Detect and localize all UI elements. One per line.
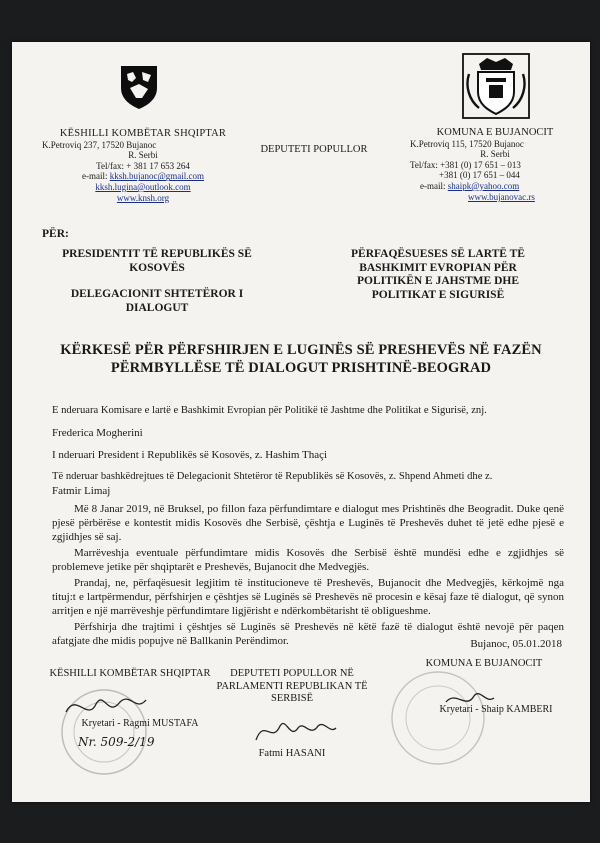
signature-left-stamp bbox=[46, 682, 166, 782]
signature-center-org-1: DEPUTETI POPULLOR NË bbox=[230, 668, 354, 679]
left-email-link-2[interactable]: kksh.lugina@outlook.com bbox=[95, 181, 191, 192]
left-letterhead bbox=[32, 129, 254, 203]
signature-left-block bbox=[40, 668, 220, 681]
per-label: PËR: bbox=[42, 228, 69, 240]
right-email-label: e-mail: bbox=[420, 180, 446, 191]
center-header: DEPUTETI POPULLOR bbox=[260, 144, 368, 155]
recipient-eu-line-4: POLITIKAT E SIGURISË bbox=[371, 288, 505, 301]
title-line-2: PËRMBYLLËSE TË DIALOGUT PRISHTINË-BEOGRAD bbox=[110, 360, 492, 376]
bujanoc-coat-of-arms-icon bbox=[461, 52, 531, 120]
left-country: R. Serbi bbox=[128, 150, 158, 161]
signature-center-org-2: PARLAMENTI REPUBLIKAN TË bbox=[216, 680, 368, 692]
kksh-logo-icon bbox=[118, 62, 160, 110]
signature-right-role: Kryetari - Shaip KAMBERI bbox=[439, 704, 553, 715]
recipient-eu-line-3: POLITIKËN E JAHSTME DHE bbox=[357, 275, 519, 287]
paragraph-1: Më 8 Janar 2019, në Bruksel, po fillon faza përfundimtare e dialogut mes Prishtinës dhe Beogradit. Duke qenë pjesë përbërëse e kontestit midis Kosovës dhe Serbisë, çështja e Luginës të Preshevës duhet të jetë edhe pjesë e zgjidhjes së saj. bbox=[52, 503, 564, 543]
recipient-left-block bbox=[42, 248, 272, 315]
signature-center-handwritten bbox=[250, 714, 340, 748]
left-address: K.Petroviq 237, 17520 Bujanoc bbox=[42, 139, 157, 150]
recipient-right-block bbox=[328, 248, 548, 302]
salutation-eu-line-2: Frederica Mogherini bbox=[52, 427, 143, 439]
right-country: R. Serbi bbox=[480, 149, 510, 160]
salutation-delegation-line-2: Fatmir Limaj bbox=[52, 485, 111, 497]
left-org-name: KËSHILLI KOMBËTAR SHQIPTAR bbox=[59, 128, 227, 139]
signature-right-stamp bbox=[382, 662, 502, 772]
recipient-delegation-line-1: DELEGACIONIT SHTETËROR I bbox=[70, 288, 244, 300]
signature-center-block bbox=[212, 668, 372, 706]
salutation-delegation-line-1: Të nderuar bashkëdrejtues të Delegacionit Shtetëror të Republikës së Kosovës, z. Shpend Ahmeti dhe z. bbox=[52, 471, 493, 482]
right-email-link[interactable]: shaipk@yahoo.com bbox=[447, 180, 520, 191]
recipient-president-line-1: PRESIDENTIT TË REPUBLIKËS SË bbox=[62, 248, 252, 260]
paragraph-4: Përfshirja dhe trajtimi i çështjes së Luginës së Preshevës në këtë fazë të dialogut është nevojë për paqen afatgjate dhe midis popujve në Ballkanin Perëndimor. bbox=[52, 621, 564, 647]
salutation-president: I nderuari President i Republikës së Kosovës, z. Hashim Thaçi bbox=[52, 449, 328, 461]
title-line-1: KËRKESË PËR PËRFSHIRJEN E LUGINËS SË PRESHEVËS NË FAZËN bbox=[60, 342, 542, 358]
signature-center-name: Fatmi HASANI bbox=[258, 748, 326, 759]
right-tel-1: Tel/fax: +381 (0) 17 651 – 013 bbox=[410, 159, 521, 170]
handwritten-number: Nr. 509-2/19 bbox=[78, 735, 155, 749]
signature-left-role: Kryetari - Ragmi MUSTAFA bbox=[81, 718, 199, 729]
recipient-delegation-line-2: DIALOGUT bbox=[125, 301, 189, 314]
left-tel: Tel/fax: + 381 17 653 264 bbox=[96, 160, 190, 171]
body-paragraphs bbox=[52, 502, 564, 648]
document-title bbox=[32, 341, 570, 377]
recipient-eu-line-1: PËRFAQËSUESES SË LARTË TË bbox=[351, 248, 525, 260]
recipient-president-line-2: KOSOVËS bbox=[129, 261, 185, 274]
paragraph-3: Prandaj, ne, përfaqësuesit legjitim të institucioneve të Preshevës, Bujanocit dhe Medvegjës, kërkojmë nga tituj:t e lartpërmendur, përfshirjen e çështjes së Luginës së Preshevës në procesin e kësaj faze të dialogut, që synon arritjen e një marrëveshje përfundimtare ligjërisht e ndërkombëtarisht të obligueshme. bbox=[52, 577, 564, 617]
recipient-eu-line-2: BASHKIMIT EVROPIAN PËR bbox=[359, 261, 517, 274]
left-email-label: e-mail: bbox=[81, 171, 108, 182]
right-address: K.Petroviq 115, 17520 Bujanoc bbox=[410, 138, 524, 149]
right-tel-2: +381 (0) 17 651 – 044 bbox=[439, 170, 520, 181]
left-email-link-1[interactable]: kksh.bujanoc@gmail.com bbox=[109, 171, 205, 182]
signature-center-org-3: SERBISË bbox=[270, 693, 313, 704]
salutation-eu-line-1: E nderuara Komisare e lartë e Bashkimit Evropian për Politikë të Jashtme dhe Politikat e Sigurisë, znj. bbox=[52, 405, 487, 416]
place-and-date: Bujanoc, 05.01.2018 bbox=[470, 638, 562, 650]
left-web-link[interactable]: www.knsh.org bbox=[116, 192, 170, 203]
salutation-block bbox=[52, 404, 564, 498]
signature-left-org: KËSHILLI KOMBËTAR SHQIPTAR bbox=[49, 668, 211, 679]
paragraph-2: Marrëveshja eventuale përfundimtare midis Kosovës dhe Serbisë është mundësi edhe e zgjidhjes së problemeve jetike për shqiptarët e Preshevës, Bujanocit dhe Medvegjës. bbox=[52, 547, 564, 573]
document-page bbox=[12, 42, 590, 802]
right-letterhead bbox=[410, 128, 580, 202]
right-org-name: KOMUNA E BUJANOCIT bbox=[436, 127, 554, 138]
right-web-link[interactable]: www.bujanovac.rs bbox=[468, 191, 535, 202]
signature-right-org: KOMUNA E BUJANOCIT bbox=[425, 658, 543, 669]
